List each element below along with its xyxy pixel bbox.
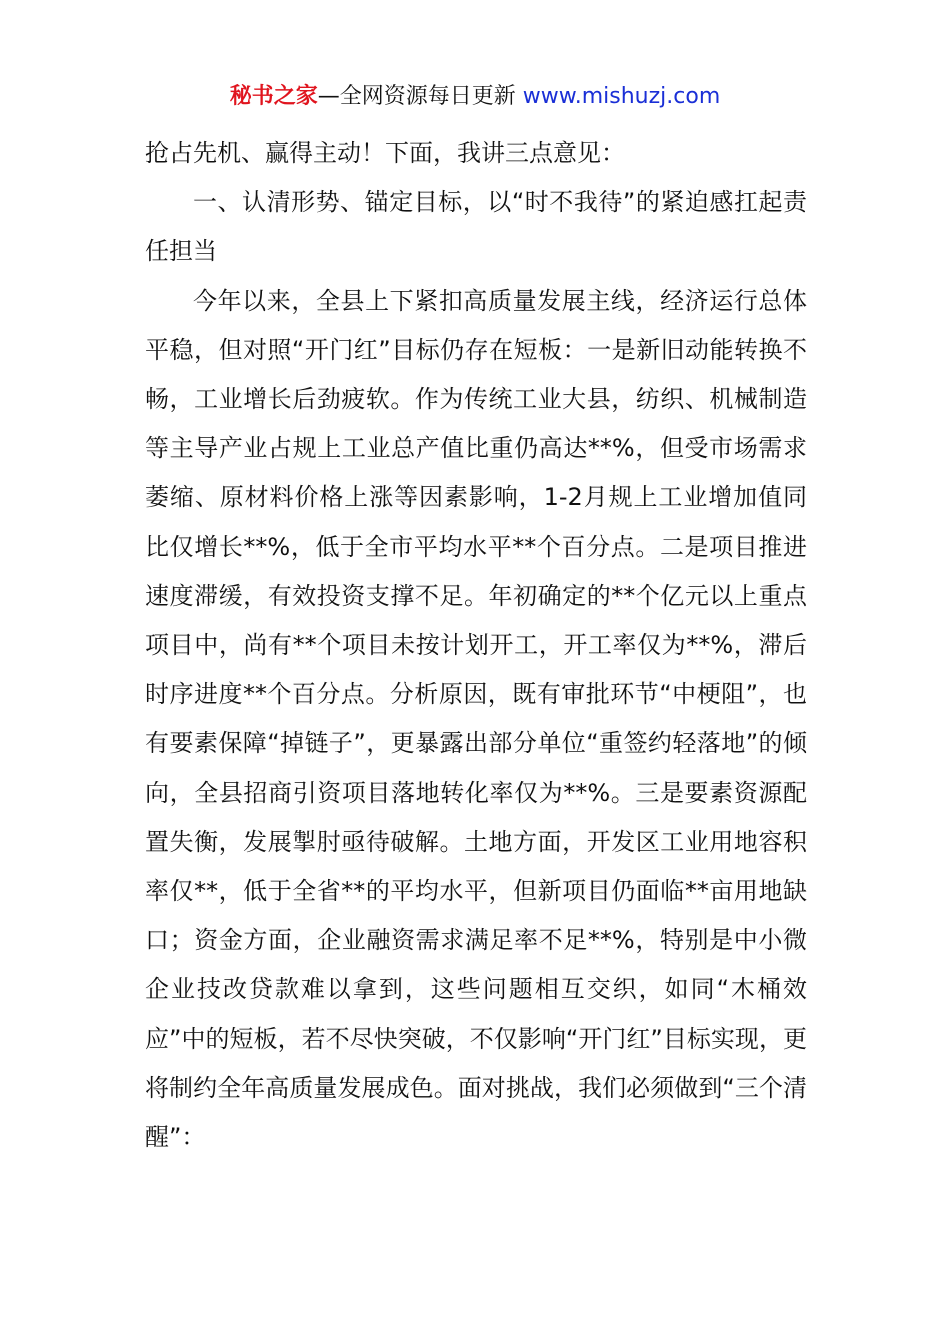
section-heading: 一、认清形势、锚定目标，以“时不我待”的紧迫感扛起责任担当 xyxy=(145,188,807,266)
site-url-link[interactable]: www.mishuzj.com xyxy=(522,84,721,109)
site-slogan: —全网资源每日更新 xyxy=(317,84,516,109)
site-brand: 秘书之家 xyxy=(229,84,318,109)
document-body xyxy=(145,129,807,1162)
site-header xyxy=(0,82,950,112)
intro-paragraph: 抢占先机、赢得主动！下面，我讲三点意见： xyxy=(145,139,625,167)
body-paragraph: 今年以来，全县上下紧扣高质量发展主线，经济运行总体平稳，但对照“开门红”目标仍存在短板：一是新旧动能转换不畅，工业增长后劲疲软。作为传统工业大县，纺织、机械制造等主导产业占规上工业总产值比重仍高达**%，但受市场需求萎缩、原材料价格上涨等因素影响，1-2月规上工业增加值同比仅增长**%，低于全市平均水平**个百分点。二是项目推进速度滞缓，有效投资支撑不足。年初确定的**个亿元以上重点项目中，尚有**个项目未按计划开工，开工率仅为**%，滞后时序进度**个百分点。分析原因，既有审批环节“中梗阻”，也有要素保障“掉链子”，更暴露出部分单位“重签约轻落地”的倾向，全县招商引资项目落地转化率仅为**%。三是要素资源配置失衡，发展掣肘亟待破解。土地方面，开发区工业用地容积率仅**，低于全省**的平均水平，但新项目仍面临**亩用地缺口；资金方面，企业融资需求满足率不足**%，特别是中小微企业技改贷款难以拿到，这些问题相互交织，如同“木桶效应”中的短板，若不尽快突破，不仅影响“开门红”目标实现，更将制约全年高质量发展成色。面对挑战，我们必须做到“三个清醒”： xyxy=(145,286,807,1152)
